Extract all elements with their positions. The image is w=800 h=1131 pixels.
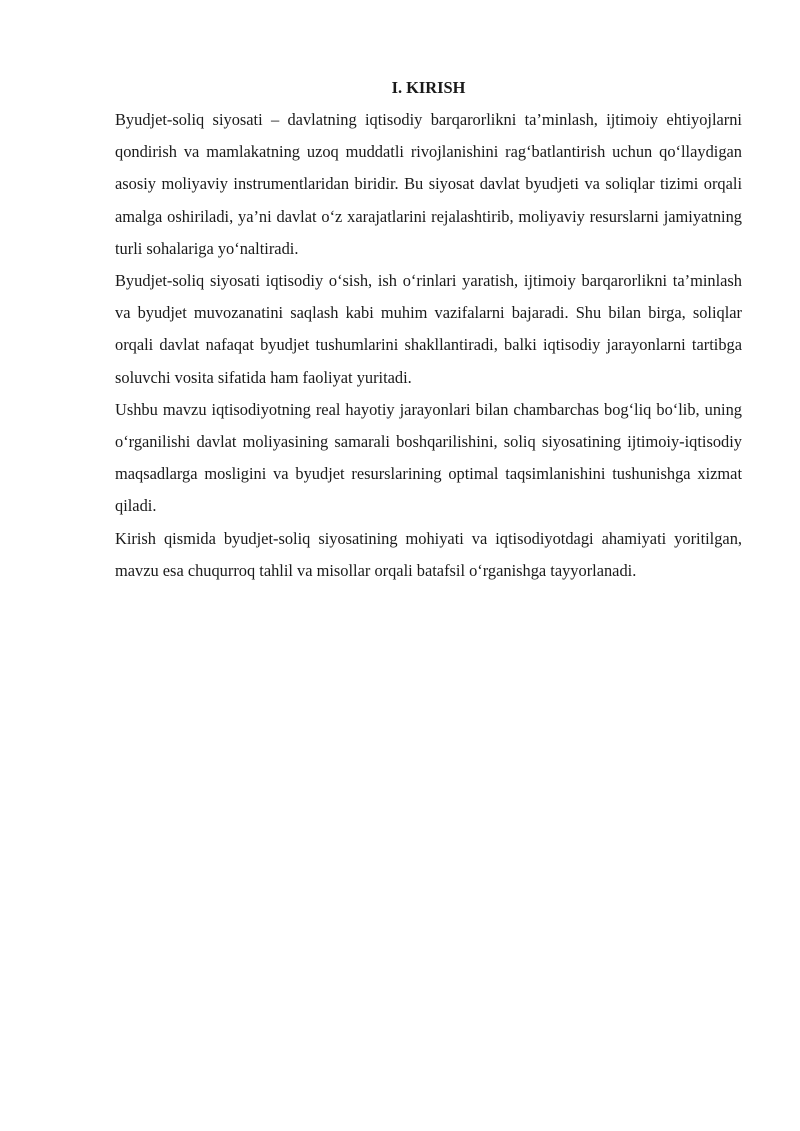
paragraph-3: Ushbu mavzu iqtisodiyotning real hayotiy jarayonlari bilan chambarchas bog‘liq bo‘lib, uning o‘rganilishi davlat moliyasining samarali boshqarilishini, soliq siyosatining ijtimoiy-iqtisodiy maqsadlarga mosligini va byudjet resurslarining optimal taqsimlanishini tushunishga xizmat qiladi. <box>115 399 742 516</box>
section-heading: I. KIRISH <box>391 78 466 97</box>
paragraph-1: Byudjet-soliq siyosati – davlatning iqtisodiy barqarorlikni ta’minlash, ijtimoiy ehtiyojlarni qondirish va mamlakatning uzoq muddatli rivojlanishini rag‘batlantirish uchun qo‘llaydigan asosiy moliyaviy instrumentlaridan biridir. Bu siyosat davlat byudjeti va soliqlar tizimi orqali amalga oshiriladi, ya’ni davlat o‘z xarajatlarini rejalashtirib, moliyaviy resurslarni jamiyatning turli sohalariga yo‘naltiradi. <box>115 110 742 258</box>
paragraph-2: Byudjet-soliq siyosati iqtisodiy o‘sish, ish o‘rinlari yaratish, ijtimoiy barqarorlikni ta’minlash va byudjet muvozanatini saqlash kabi muhim vazifalarni bajaradi. Shu bilan birga, soliqlar orqali davlat nafaqat byudjet tushumlarini shakllantiradi, balki iqtisodiy jarayonlarni tartibga soluvchi vosita sifatida ham faoliyat yuritadi. <box>115 271 742 387</box>
document-body <box>115 72 742 587</box>
paragraph-4: Kirish qismida byudjet-soliq siyosatining mohiyati va iqtisodiyotdagi ahamiyati yoritilgan, mavzu esa chuqurroq tahlil va misollar orqali batafsil o‘rganishga tayyorlanadi. <box>115 528 742 580</box>
